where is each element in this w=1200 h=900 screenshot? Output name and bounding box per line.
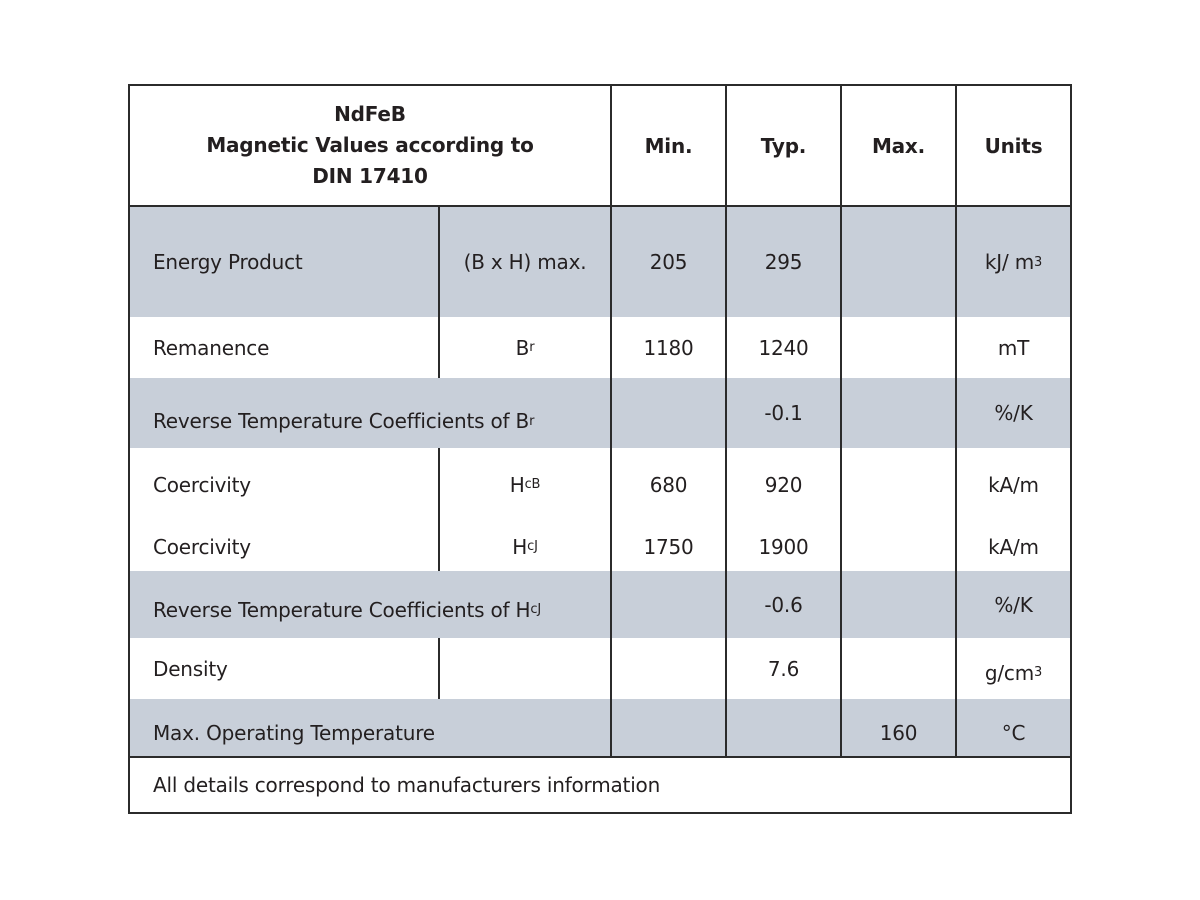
min-energy-product: 205: [649, 250, 688, 274]
property-remanence: Remanence: [153, 335, 270, 360]
min-remanence: 1180: [643, 335, 694, 360]
symbol-sub: cB: [524, 477, 541, 492]
symbol-sub: cJ: [527, 539, 538, 554]
typ-coercivity-hcj: 1900: [758, 534, 809, 559]
symbol-coercivity-hcj: [440, 516, 610, 577]
unit-energy-product: [957, 207, 1070, 317]
symbol-energy-product: (B x H) max.: [463, 250, 587, 274]
unit-max-operating-temp: °C: [1001, 720, 1026, 745]
symbol-density: [440, 638, 610, 699]
max-coercivity-hcj: [842, 516, 955, 577]
unit-sup: 3: [1034, 665, 1043, 680]
typ-coercivity-hcb: 920: [764, 472, 803, 497]
typ-max-operating-temp: [727, 704, 840, 761]
magnetic-values-table: [128, 84, 1072, 814]
unit-base: kJ/ m: [984, 250, 1034, 274]
unit-coercivity-hcb: kA/m: [988, 472, 1039, 497]
property-rtc-br: [130, 386, 613, 456]
title-description: Magnetic Values according to: [206, 133, 534, 157]
title-standard: DIN 17410: [312, 164, 428, 188]
symbol-base: H: [512, 534, 528, 559]
property-sub: cJ: [530, 602, 541, 617]
header-units: Units: [984, 133, 1043, 158]
unit-rtc-br: %/K: [994, 401, 1033, 425]
min-max-operating-temp: [612, 704, 725, 761]
typ-energy-product: 295: [764, 250, 803, 274]
symbol-sub: r: [529, 340, 535, 355]
min-rtc-br: [612, 378, 725, 448]
max-rtc-br: [842, 378, 955, 448]
unit-base: g/cm: [984, 660, 1035, 685]
max-coercivity-hcb: [842, 454, 955, 515]
unit-coercivity-hcj: kA/m: [988, 534, 1039, 559]
unit-density: [957, 642, 1070, 703]
symbol-remanence: [440, 317, 610, 378]
typ-density: 7.6: [767, 656, 800, 681]
typ-rtc-br: -0.1: [764, 401, 803, 425]
symbol-base: H: [509, 472, 525, 497]
property-energy-product: Energy Product: [153, 250, 303, 274]
header-min: Min.: [644, 133, 693, 158]
symbol-coercivity-hcb: [440, 454, 610, 515]
property-coercivity-hcb: Coercivity: [153, 472, 251, 497]
min-rtc-hcj: [612, 571, 725, 638]
typ-remanence: 1240: [758, 335, 809, 360]
unit-remanence: mT: [997, 335, 1030, 360]
property-base: Reverse Temperature Coefficients of B: [153, 409, 530, 433]
property-density: Density: [153, 656, 228, 681]
header-max: Max.: [871, 133, 926, 158]
property-coercivity-hcj: Coercivity: [153, 534, 251, 559]
header-typ: Typ.: [760, 133, 807, 158]
min-density: [612, 638, 725, 699]
max-density: [842, 638, 955, 699]
max-energy-product: [842, 207, 955, 317]
footer-note: All details correspond to manufacturers information: [153, 773, 661, 797]
unit-sup: 3: [1033, 254, 1043, 270]
typ-rtc-hcj: -0.6: [764, 592, 803, 617]
property-rtc-hcj: [130, 576, 613, 643]
max-remanence: [842, 317, 955, 378]
max-max-operating-temp: 160: [879, 720, 918, 745]
unit-rtc-hcj: %/K: [994, 592, 1033, 617]
max-rtc-hcj: [842, 571, 955, 638]
title-material: NdFeB: [334, 102, 406, 126]
min-coercivity-hcj: 1750: [643, 534, 694, 559]
min-coercivity-hcb: 680: [649, 472, 688, 497]
property-max-operating-temp: Max. Operating Temperature: [153, 720, 435, 745]
property-base: Reverse Temperature Coefficients of H: [153, 597, 531, 622]
property-sub: r: [529, 413, 535, 429]
table-title: [130, 86, 610, 205]
symbol-base: B: [515, 335, 530, 360]
